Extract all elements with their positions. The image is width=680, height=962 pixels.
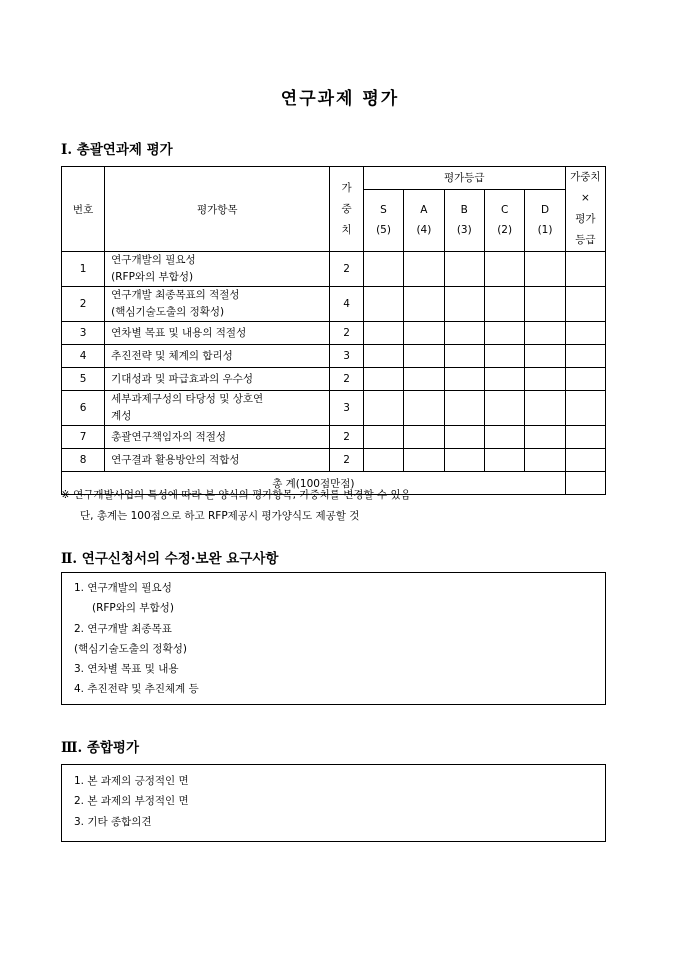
list-item: 3. 기타 종합의견 xyxy=(74,815,152,828)
table-row: 4 추진전략 및 체계의 합리성 3 xyxy=(62,345,606,368)
grade-s: S (5) xyxy=(363,189,403,252)
list-item: 2. 연구개발 최종목표 xyxy=(74,622,172,635)
section2-heading: Ⅱ. 연구신청서의 수정·보완 요구사항 xyxy=(61,551,279,567)
list-item: 3. 연차별 목표 및 내용 xyxy=(74,663,179,676)
table-row: 3 연차별 목표 및 내용의 적절성 2 xyxy=(62,322,606,345)
overall-evaluation-box xyxy=(61,764,606,842)
header-item: 평가항목 xyxy=(105,167,330,252)
total-label: 총 계(100점만점) xyxy=(62,472,566,495)
grade-c: C (2) xyxy=(484,189,524,252)
header-no: 번호 xyxy=(62,167,105,252)
revision-requests-box xyxy=(61,572,606,705)
grade-b: B (3) xyxy=(444,189,484,252)
list-item: 1. 연구개발의 필요성 xyxy=(74,582,172,594)
grade-a: A (4) xyxy=(404,189,444,252)
list-item: 4. 추진전략 및 추진체계 등 xyxy=(74,683,199,696)
section1-heading: Ⅰ. 총괄연과제 평가 xyxy=(61,142,173,158)
table-row: 8 연구결과 활용방안의 적합성 2 xyxy=(62,449,606,472)
header-grade: 평가등급 xyxy=(363,167,565,190)
evaluation-table xyxy=(61,166,606,495)
list-item: (핵심기술도출의 정확성) xyxy=(74,642,187,655)
page-title: 연구과제 평가 xyxy=(280,89,400,109)
grade-d: D (1) xyxy=(525,189,565,252)
note-line: 단, 총계는 100점으로 하고 RFP제공시 평가양식도 제공할 것 xyxy=(80,510,360,522)
note-line: ※ 연구개발사업의 특성에 따라 본 양식의 평가항목, 가중치를 변경할 수 있음 xyxy=(61,489,411,501)
table-row: 2 연구개발 최종목표의 적절성 (핵심기술도출의 정확성) 4 xyxy=(62,287,606,322)
table-row: 1 연구개발의 필요성 (RFP와의 부합성) 2 xyxy=(62,252,606,287)
header-weighted-grade: 가중치× 평가 등급 xyxy=(565,167,605,252)
list-item: 1. 본 과제의 긍정적인 면 xyxy=(74,775,189,787)
table-row: 6 세부과제구성의 타당성 및 상호연 계성 3 xyxy=(62,391,606,426)
table-row: 7 총괄연구책임자의 적절성 2 xyxy=(62,426,606,449)
header-weight: 가 중 치 xyxy=(330,167,363,252)
list-item: 2. 본 과제의 부정적인 면 xyxy=(74,795,189,808)
table-row: 5 기대성과 및 파급효과의 우수성 2 xyxy=(62,368,606,391)
section3-heading: Ⅲ. 종합평가 xyxy=(61,740,140,756)
list-item: (RFP와의 부합성) xyxy=(92,602,174,615)
